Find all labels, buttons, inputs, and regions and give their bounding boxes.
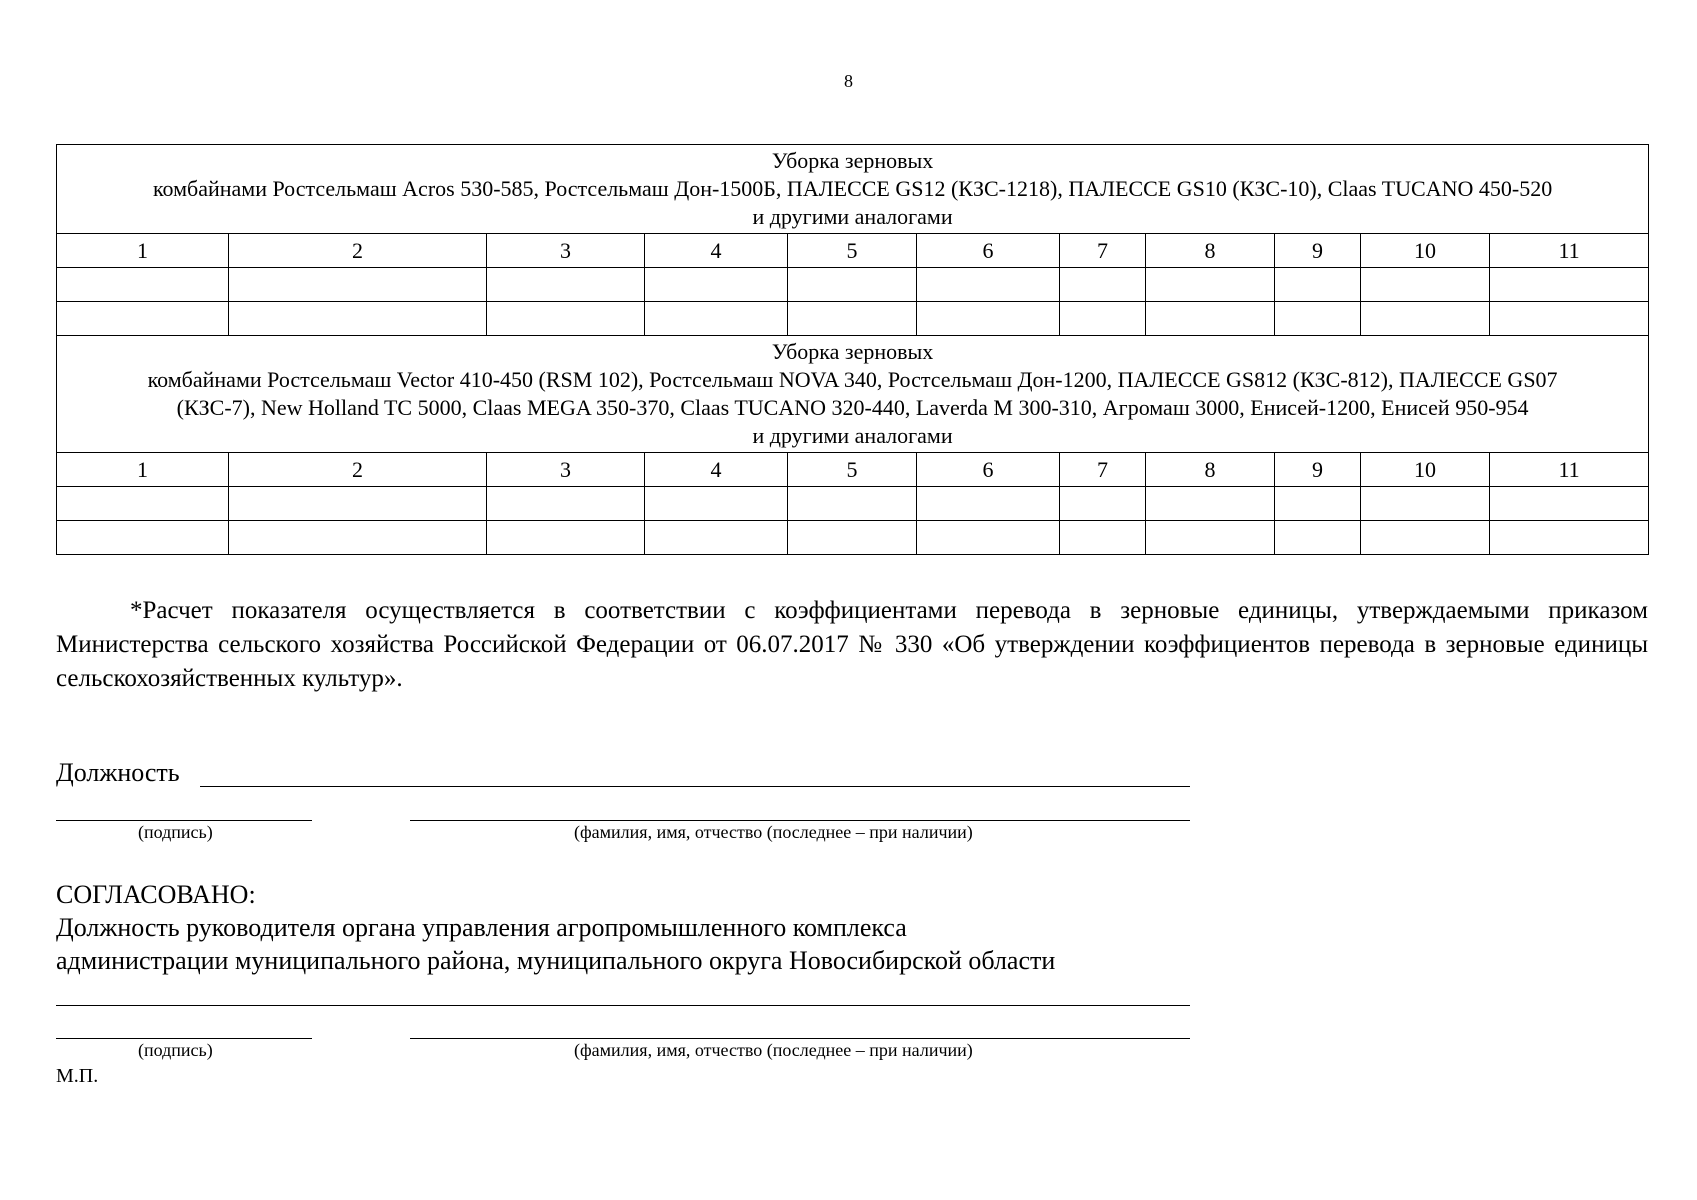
section-title-line: комбайнами Ростсельмаш Acros 530-585, Ростсельмаш Дон-1500Б, ПАЛЕССЕ GS12 (КЗС-1218), ПАЛЕССЕ GS10 (КЗС-10), Claas TUCANO 450-520 (152, 176, 1553, 201)
table-cell (487, 487, 645, 521)
approval-line-1: Должность руководителя органа управления агропромышленного комплекса (56, 913, 907, 942)
table-cell (645, 487, 788, 521)
column-number-cell: 5 (788, 453, 917, 487)
table-cell (229, 521, 487, 555)
table-cell (1490, 521, 1649, 555)
table-cell (917, 268, 1060, 302)
table-cell (645, 268, 788, 302)
table-cell (1146, 521, 1275, 555)
column-number-cell: 3 (487, 453, 645, 487)
section-title (57, 336, 1649, 453)
column-number-cell: 11 (1490, 234, 1649, 268)
column-number-cell: 3 (487, 234, 645, 268)
table-cell (788, 487, 917, 521)
name-line (410, 820, 1190, 821)
footnote: *Расчет показателя осуществляется в соответствии с коэффициентами перевода в зерновые единицы, утверждаемыми приказом Министерства сельского хозяйства Российской Федерации от 06.07.2017 № 330 «Об утверждении коэффициентов перевода в зерновые единицы сельскохозяйственных культур». (56, 597, 1648, 692)
column-number-cell: 6 (917, 234, 1060, 268)
section-header-row (57, 336, 1649, 453)
approval-heading: СОГЛАСОВАНО: (56, 880, 256, 909)
table-cell (1146, 268, 1275, 302)
position-line (200, 786, 1190, 787)
column-number-row (57, 453, 1649, 487)
column-number-cell: 10 (1361, 453, 1490, 487)
table-row (57, 487, 1649, 521)
section-title-line: комбайнами Ростсельмаш Vector 410-450 (RSM 102), Ростсельмаш NOVA 340, Ростсельмаш Дон-1200, ПАЛЕССЕ GS812 (КЗС-812), ПАЛЕССЕ GS07 (147, 367, 1558, 392)
column-number-cell: 8 (1146, 453, 1275, 487)
signature-line (56, 820, 312, 821)
table-cell (1361, 521, 1490, 555)
table-cell (1275, 302, 1361, 336)
column-number-cell: 4 (645, 234, 788, 268)
table-cell (1060, 487, 1146, 521)
table-cell (229, 487, 487, 521)
name-caption: (фамилия, имя, отчество (последнее – при наличии) (574, 822, 973, 842)
column-number-cell: 2 (229, 234, 487, 268)
table-cell (1146, 302, 1275, 336)
table-cell (917, 487, 1060, 521)
table-cell (645, 302, 788, 336)
table-cell (57, 302, 229, 336)
table-cell (487, 268, 645, 302)
column-number-cell: 11 (1490, 453, 1649, 487)
signature-caption: (подпись) (138, 822, 213, 842)
table-cell (1490, 487, 1649, 521)
column-number-cell: 6 (917, 453, 1060, 487)
table-cell (1060, 302, 1146, 336)
stamp-label: М.П. (56, 1065, 99, 1087)
harvest-table (56, 144, 1649, 555)
page-number: 8 (844, 71, 853, 91)
approval-name-caption: (фамилия, имя, отчество (последнее – при наличии) (574, 1040, 973, 1060)
table-cell (57, 268, 229, 302)
column-number-cell: 9 (1275, 453, 1361, 487)
column-number-cell: 1 (57, 234, 229, 268)
section-title-line: Уборка зерновых (771, 339, 934, 364)
section-title-line: Уборка зерновых (771, 148, 934, 173)
table-cell (1275, 521, 1361, 555)
position-label: Должность (56, 758, 180, 787)
section-header-row (57, 145, 1649, 234)
table-row (57, 521, 1649, 555)
column-number-cell: 5 (788, 234, 917, 268)
table-cell (1060, 268, 1146, 302)
approval-name-line (410, 1038, 1190, 1039)
table-row (57, 302, 1649, 336)
table-cell (788, 268, 917, 302)
table-cell (645, 521, 788, 555)
table-cell (917, 521, 1060, 555)
table-cell (229, 302, 487, 336)
table-cell (1361, 487, 1490, 521)
column-number-cell: 4 (645, 453, 788, 487)
table-cell (57, 487, 229, 521)
column-number-cell: 1 (57, 453, 229, 487)
table-cell (1490, 268, 1649, 302)
table-cell (788, 302, 917, 336)
column-number-cell: 7 (1060, 234, 1146, 268)
column-number-cell: 7 (1060, 453, 1146, 487)
table-cell (1361, 268, 1490, 302)
approval-position-line (56, 1005, 1190, 1006)
table-cell (1146, 487, 1275, 521)
table-cell (1275, 268, 1361, 302)
table-cell (1361, 302, 1490, 336)
table-cell (1490, 302, 1649, 336)
section-title (57, 145, 1649, 234)
table-cell (1275, 487, 1361, 521)
table-cell (917, 302, 1060, 336)
table-cell (487, 521, 645, 555)
table-cell (788, 521, 917, 555)
column-number-cell: 8 (1146, 234, 1275, 268)
section-title-line: и другими аналогами (752, 423, 953, 448)
column-number-cell: 10 (1361, 234, 1490, 268)
section-title-line: (КЗС-7), New Holland TC 5000, Claas MEGA 350-370, Claas TUCANO 320-440, Laverda M 300-310, Агромаш 3000, Енисей-1200, Енисей 950-954 (176, 395, 1529, 420)
column-number-cell: 9 (1275, 234, 1361, 268)
approval-signature-line (56, 1038, 312, 1039)
table-row (57, 268, 1649, 302)
table-cell (487, 302, 645, 336)
column-number-cell: 2 (229, 453, 487, 487)
column-number-row (57, 234, 1649, 268)
table-cell (57, 521, 229, 555)
table-cell (229, 268, 487, 302)
table-cell (1060, 521, 1146, 555)
section-title-line: и другими аналогами (752, 204, 953, 229)
approval-line-2: администрации муниципального района, муниципального округа Новосибирской области (56, 946, 1056, 975)
approval-signature-caption: (подпись) (138, 1040, 213, 1060)
